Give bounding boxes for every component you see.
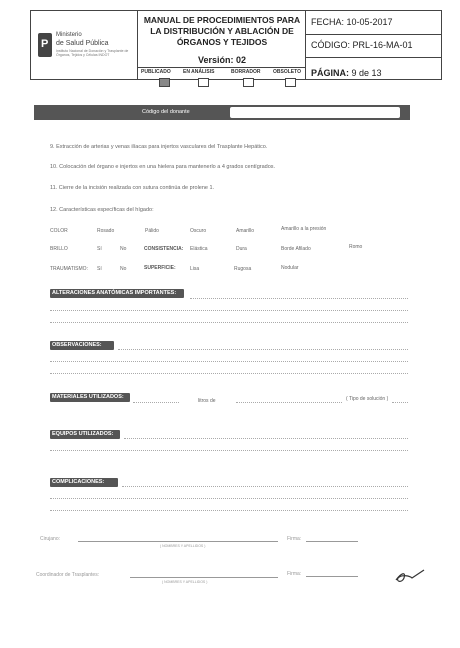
brillo-label: BRILLO	[50, 246, 68, 252]
litros-de-label: litros de	[198, 398, 216, 404]
color-option-oscuro[interactable]: Oscuro	[190, 228, 207, 234]
complicaciones-line[interactable]	[50, 510, 408, 511]
step-item-11: 11. Cierre de la incisión realizada con sutura continúa de prolene 1.	[50, 185, 215, 191]
alteraciones-line[interactable]	[50, 322, 408, 323]
document-page	[311, 68, 382, 78]
coordinator-signature-line[interactable]	[306, 576, 358, 577]
logo-ministry-line2: de Salud Pública	[56, 40, 109, 47]
handwritten-signature	[392, 566, 428, 586]
status-label-en-analisis: EN ANÁLISIS	[183, 69, 215, 75]
superficie-label: SUPERFICIE:	[144, 265, 176, 271]
consistencia-option-dura[interactable]: Dura	[236, 246, 247, 252]
logo-institute-line: Instituto Nacional de Donación y Trasplante de Órganos, Tejidos y Células INDOT	[56, 49, 129, 57]
traumatismo-label: TRAUMATISMO:	[50, 266, 88, 272]
header-divider	[137, 11, 138, 79]
observaciones-section-label: OBSERVACIONES:	[52, 342, 102, 348]
document-title: MANUAL DE PROCEDIMIENTOS PARA LA DISTRIBUCIÓN Y ABLACIÓN DE ÓRGANOS Y TEJIDOS	[143, 15, 301, 47]
color-option-palido[interactable]: Pálido	[145, 228, 159, 234]
color-option-rosado[interactable]: Rosado	[97, 228, 115, 234]
status-label-obsoleto: OBSOLETO	[273, 69, 301, 75]
document-date: FECHA: 10-05-2017	[311, 17, 393, 27]
step-item-10: 10. Colocación del órgano e injertos en una hielera para mantenerlo a 4 grados centígrados.	[50, 164, 276, 170]
consistencia-option-elastica[interactable]: Elástica	[190, 246, 208, 252]
surgeon-name-line[interactable]	[78, 541, 278, 542]
header-divider	[137, 67, 305, 68]
alteraciones-line[interactable]	[190, 298, 408, 299]
surgeon-signature-label: Firma:	[287, 536, 302, 542]
donor-code-label: Código del donante	[142, 109, 190, 115]
logo-letter: P	[41, 38, 49, 50]
page-value: 9 de 13	[351, 68, 382, 78]
materiales-section-label: MATERIALES UTILIZADOS:	[52, 394, 124, 400]
complicaciones-line[interactable]	[50, 498, 408, 499]
logo-ministry-line1: Ministerio	[56, 32, 82, 38]
color-label: COLOR	[50, 228, 68, 234]
color-option-amarillo[interactable]: Amarillo	[236, 228, 255, 234]
materiales-liters-line[interactable]	[133, 402, 179, 403]
consistencia-option-borde-afilado[interactable]: Borde Afilado	[281, 246, 311, 252]
alteraciones-section-label: ALTERACIONES ANATÓMICAS IMPORTANTES:	[52, 290, 177, 296]
superficie-option-nodular[interactable]: Nodular	[281, 265, 299, 271]
consistencia-label: CONSISTENCIA:	[144, 246, 184, 252]
step-item-12: 12. Características específicas del hígado:	[50, 207, 154, 213]
status-checkbox-borrador[interactable]	[243, 78, 254, 87]
coordinator-signature-label: Firma:	[287, 571, 302, 577]
donor-code-field[interactable]	[230, 107, 400, 118]
superficie-option-rugosa[interactable]: Rugosa	[234, 266, 252, 272]
coordinator-label: Coordinador de Trasplantes:	[36, 572, 100, 578]
complicaciones-section-label: COMPLICACIONES:	[52, 479, 105, 485]
document-version: Versión: 02	[197, 55, 247, 65]
status-label-publicado: PUBLICADO	[141, 69, 171, 75]
status-checkbox-publicado[interactable]	[159, 78, 170, 87]
coordinator-name-caption: ( NOMBRES Y APELLIDOS )	[162, 580, 208, 584]
traumatismo-option-no[interactable]: No	[120, 266, 127, 272]
materiales-line[interactable]	[392, 402, 408, 403]
surgeon-label: Cirujano:	[40, 536, 61, 542]
superficie-option-lisa[interactable]: Lisa	[190, 266, 200, 272]
equipos-line[interactable]	[50, 450, 408, 451]
alteraciones-line[interactable]	[50, 310, 408, 311]
status-checkbox-en-analisis[interactable]	[198, 78, 209, 87]
materiales-solution-line[interactable]	[236, 402, 342, 403]
tipo-solucion-label: ( Tipo de solución )	[346, 396, 389, 402]
header-divider	[305, 57, 441, 58]
brillo-option-no[interactable]: No	[120, 246, 127, 252]
document-header	[30, 10, 442, 80]
header-divider	[305, 11, 306, 79]
complicaciones-line[interactable]	[122, 486, 408, 487]
observaciones-line[interactable]	[50, 361, 408, 362]
surgeon-signature-line[interactable]	[306, 541, 358, 542]
equipos-line[interactable]	[124, 438, 408, 439]
step-item-9: 9. Extracción de arterias y venas ilíacas para injertos vasculares del Trasplante Hepático.	[50, 144, 268, 150]
brillo-option-si[interactable]: Sí	[97, 246, 102, 252]
observaciones-line[interactable]	[50, 373, 408, 374]
header-divider	[305, 34, 441, 35]
status-label-borrador: BORRADOR	[231, 69, 261, 75]
page-label: PÁGINA:	[311, 68, 349, 78]
coordinator-name-line[interactable]	[130, 577, 278, 578]
surgeon-name-caption: ( NOMBRES Y APELLIDOS )	[160, 544, 206, 548]
observaciones-line[interactable]	[118, 349, 408, 350]
status-checkbox-obsoleto[interactable]	[285, 78, 296, 87]
color-option-amarillo-presion[interactable]: Amarillo a la presión	[281, 226, 327, 232]
traumatismo-option-si[interactable]: Sí	[97, 266, 102, 272]
consistencia-option-romo[interactable]: Romo	[349, 244, 363, 250]
document-code: CÓDIGO: PRL-16-MA-01	[311, 40, 413, 50]
equipos-section-label: EQUIPOS UTILIZADOS:	[52, 431, 114, 437]
